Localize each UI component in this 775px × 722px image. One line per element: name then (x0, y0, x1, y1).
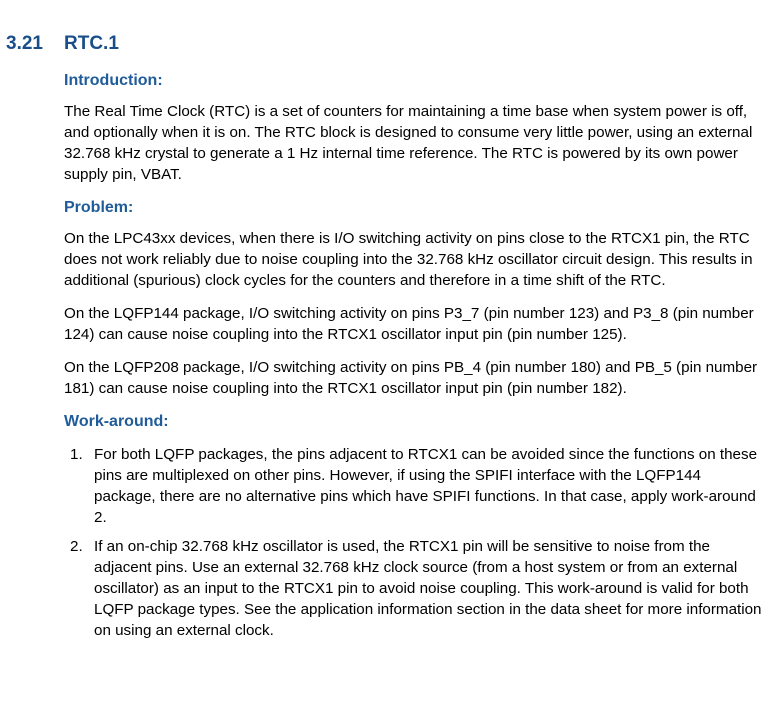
section-title: RTC.1 (64, 33, 119, 54)
workaround-item-1 (64, 444, 764, 528)
workaround-item-2 (64, 536, 764, 641)
problem-paragraph-1: On the LPC43xx devices, when there is I/O switching activity on pins close to the RTCX1 pin, the RTC does not work reliably due to noise coupling into the 32.768 kHz oscillator circuit design. This results in additional (spurious) clock cycles for the counters and therefore in a time shift of the RTC. (64, 230, 753, 289)
workaround-list (64, 444, 764, 641)
document-body (64, 70, 764, 641)
problem-paragraph-2: On the LQFP144 package, I/O switching activity on pins P3_7 (pin number 123) and P3_8 (pin number 124) can cause noise coupling into the RTCX1 oscillator input pin (pin number 125). (64, 305, 754, 343)
list-marker: 2. (70, 538, 83, 555)
workaround-heading: Work-around: (64, 413, 169, 430)
problem-heading: Problem: (64, 199, 134, 216)
introduction-paragraph: The Real Time Clock (RTC) is a set of counters for maintaining a time base when system power is off, and optionally when it is on. The RTC block is designed to consume very little power, using an external 32.768 kHz crystal to generate a 1 Hz internal time reference. The RTC is powered by its own power supply pin, VBAT. (64, 103, 753, 183)
workaround-item-text: If an on-chip 32.768 kHz oscillator is used, the RTCX1 pin will be sensitive to noise from the adjacent pins. Use an external 32.768 kHz clock source (from a host system or from an external oscillator) as an input to the RTCX1 pin to avoid noise coupling. This work-around is valid for both LQFP package types. See the application information section in the data sheet for more information on using an external clock. (94, 538, 762, 639)
section-heading (6, 33, 119, 55)
section-number: 3.21 (6, 33, 43, 54)
introduction-heading: Introduction: (64, 72, 163, 89)
workaround-item-text: For both LQFP packages, the pins adjacent to RTCX1 can be avoided since the functions on these pins are multiplexed on other pins. However, if using the SPIFI interface with the LQFP144 package, there are no alternative pins which have SPIFI functions. In that case, apply work-around 2. (94, 446, 758, 526)
list-marker: 1. (70, 446, 83, 463)
problem-paragraph-3: On the LQFP208 package, I/O switching activity on pins PB_4 (pin number 180) and PB_5 (pin number 181) can cause noise coupling into the RTCX1 oscillator input pin (pin number 182). (64, 359, 758, 397)
